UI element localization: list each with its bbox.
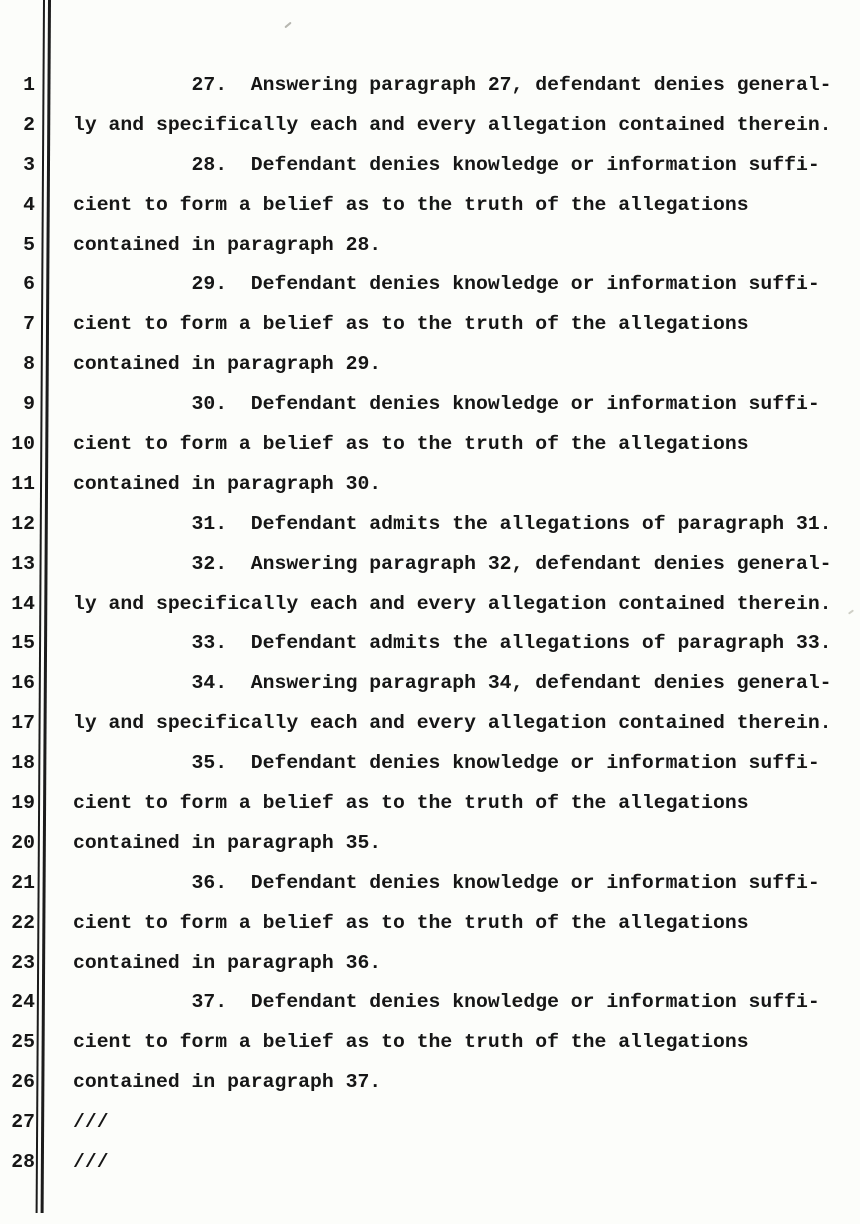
line-number: 15 xyxy=(11,632,35,655)
line-text: 31. Defendant admits the allegations of paragraph 31. xyxy=(73,512,832,535)
document-line xyxy=(0,425,860,465)
document-line xyxy=(0,664,860,704)
document-line xyxy=(0,824,860,864)
document-line xyxy=(0,106,860,146)
document-line xyxy=(0,864,860,904)
line-text: cient to form a belief as to the truth of the allegations xyxy=(73,792,749,815)
line-text: ly and specifically each and every allegation contained therein. xyxy=(73,113,832,136)
line-number: 13 xyxy=(11,552,35,575)
line-text: cient to form a belief as to the truth of the allegations xyxy=(73,433,749,456)
line-number: 20 xyxy=(11,831,35,854)
line-text: 34. Answering paragraph 34, defendant denies general- xyxy=(73,672,832,695)
line-text: contained in paragraph 37. xyxy=(73,1071,382,1094)
line-text: contained in paragraph 36. xyxy=(73,951,382,974)
line-text: 37. Defendant denies knowledge or information suffi- xyxy=(73,991,820,1014)
line-text: /// xyxy=(73,1111,109,1134)
document-line xyxy=(0,345,860,385)
line-number: 18 xyxy=(11,752,35,775)
line-number: 6 xyxy=(23,273,35,296)
line-number: 10 xyxy=(11,433,35,456)
line-number: 8 xyxy=(23,353,35,376)
line-number: 26 xyxy=(11,1071,35,1094)
document-line xyxy=(0,265,860,305)
document-line xyxy=(0,1143,860,1183)
line-text: cient to form a belief as to the truth of the allegations xyxy=(73,1031,749,1054)
line-text: ly and specifically each and every allegation contained therein. xyxy=(73,712,832,735)
line-number: 3 xyxy=(23,153,35,176)
line-number: 21 xyxy=(11,871,35,894)
document-line xyxy=(0,465,860,505)
line-text: contained in paragraph 28. xyxy=(73,233,382,256)
line-text: cient to form a belief as to the truth of the allegations xyxy=(73,911,749,934)
line-number: 24 xyxy=(11,991,35,1014)
line-text: 32. Answering paragraph 32, defendant denies general- xyxy=(73,552,832,575)
document-line xyxy=(0,904,860,944)
document-line xyxy=(0,1023,860,1063)
line-text: 28. Defendant denies knowledge or information suffi- xyxy=(73,153,820,176)
line-number: 4 xyxy=(23,193,35,216)
line-text: cient to form a belief as to the truth of the allegations xyxy=(73,193,749,216)
document-line xyxy=(0,624,860,664)
line-text: 35. Defendant denies knowledge or information suffi- xyxy=(73,752,820,775)
document-line xyxy=(0,545,860,585)
document-line xyxy=(0,784,860,824)
line-text: cient to form a belief as to the truth of the allegations xyxy=(73,313,749,336)
document-line xyxy=(0,744,860,784)
line-text: /// xyxy=(73,1151,109,1174)
document-line xyxy=(0,1063,860,1103)
line-number: 19 xyxy=(11,792,35,815)
document-line xyxy=(0,186,860,226)
line-number: 7 xyxy=(23,313,35,336)
document-line xyxy=(0,1103,860,1143)
line-number: 28 xyxy=(11,1151,35,1174)
line-number: 12 xyxy=(11,512,35,535)
document-line xyxy=(0,704,860,744)
line-number: 17 xyxy=(11,712,35,735)
line-text: contained in paragraph 29. xyxy=(73,353,382,376)
document-line xyxy=(0,983,860,1023)
document-line xyxy=(0,66,860,106)
line-text: ly and specifically each and every allegation contained therein. xyxy=(73,592,832,615)
line-text: 27. Answering paragraph 27, defendant denies general- xyxy=(73,74,832,96)
line-number: 1 xyxy=(23,74,35,96)
line-number: 23 xyxy=(11,951,35,974)
line-number: 14 xyxy=(11,592,35,615)
line-text: 29. Defendant denies knowledge or information suffi- xyxy=(73,273,820,296)
line-number: 5 xyxy=(23,233,35,256)
line-number: 9 xyxy=(23,393,35,416)
document-line xyxy=(0,146,860,186)
document-line xyxy=(0,585,860,625)
document-body xyxy=(0,66,860,1183)
line-text: contained in paragraph 35. xyxy=(73,831,382,854)
document-line xyxy=(0,385,860,425)
line-number: 22 xyxy=(11,911,35,934)
document-line xyxy=(0,305,860,345)
line-text: contained in paragraph 30. xyxy=(73,472,382,495)
scan-artifact xyxy=(284,22,291,29)
line-number: 11 xyxy=(11,472,35,495)
document-line xyxy=(0,944,860,984)
line-number: 16 xyxy=(11,672,35,695)
line-text: 30. Defendant denies knowledge or information suffi- xyxy=(73,393,820,416)
line-text: 33. Defendant admits the allegations of paragraph 33. xyxy=(73,632,832,655)
line-text: 36. Defendant denies knowledge or information suffi- xyxy=(73,871,820,894)
line-number: 2 xyxy=(23,113,35,136)
line-number: 27 xyxy=(11,1111,35,1134)
line-number: 25 xyxy=(11,1031,35,1054)
document-line xyxy=(0,505,860,545)
document-line xyxy=(0,226,860,266)
